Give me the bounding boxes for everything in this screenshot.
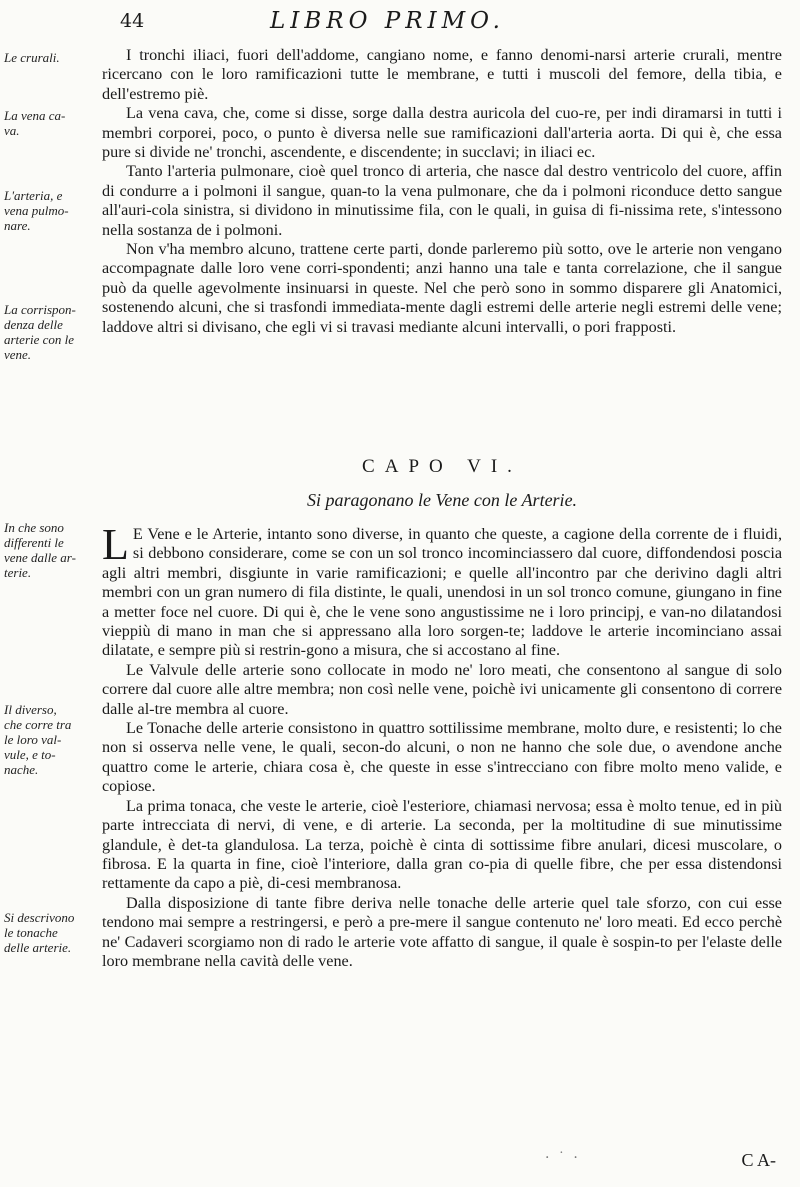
margin-note: In che sono differenti le vene dalle ar- terie. [4,520,76,580]
drop-capital: L [102,520,129,569]
chapter-heading: CAPO VI. [362,456,522,477]
margin-note: L'arteria, e vena pulmo- nare. [4,188,69,233]
body-text-top [102,46,782,337]
page-number: 44 [120,10,145,32]
paragraph: Le Valvule delle arterie sono collocate in modo ne' loro meati, che consentono al sangue di solo correre dal cuore alle altre membra; non così nelle vene, poichè ivi unicamente gli consentono di correre dalle al-tre membra al cuore. [102,660,782,718]
paragraph: I tronchi iliaci, fuori dell'addome, cangiano nome, e fanno denomi-narsi arterie crurali, mentre ricercano con le loro ramificazioni tutte le membrane, e tutti i muscoli del femore, della tibia, e dell'estremo piè. [102,46,782,103]
paragraph: Tanto l'arteria pulmonare, cioè quel tronco di arteria, che nasce dal destro ventricolo del cuore, affin di condurre a i polmoni il sangue, quan-to la vena pulmonare, che da i polmoni riconduce detto sangue all'auri-cola sinistra, si dividono in minutissime fila, con le quali, in guisa di fi-nissima rete, s'intessono nella sostanza de i polmoni. [102,162,782,239]
chapter-subtitle: Si paragonano le Vene con le Arterie. [306,490,578,510]
margin-note: Le crurali. [4,50,60,65]
running-title: LIBRO PRIMO. [270,8,505,34]
paragraph-first-text: E Vene e le Arterie, intanto sono diverse, in quanto che queste, a cagione della corrente de i fluidi, si debbono considerare, come se con un sol tronco incominciassero dal cuore, diffondendosi poscia agli altri membri, disgiunte in varie ramificazioni; e quelle all'incontro par che derivino dagli altri membri con un gran numero di fila distinte, le quali, unendosi in un sol tronco comune, giungano in fine a metter foce nel cuore. Di qui è, che le vene sono angustissime ne i loro principj, e van-no dilatandosi vieppiù di mano in man che si appressano alla loro sorgen-te; laddove le arterie incominciano assai dilatate, e sempre più si restrin-gono a misura, che si accostano al fine. [102,525,782,660]
catchword: C A- [741,1150,776,1170]
paragraph: La prima tonaca, che veste le arterie, cioè l'esteriore, chiamasi nervosa; essa è molto tenue, ed in più parte intrecciata di nervi, di vene, e di arterie. La seconda, per la moltitudine di sue minutissime glandule, è det-ta glandulosa. La terza, poichè è cinta di sottissime fibre anulari, dicesi muscolare, o fibrosa. E la quarta in fine, cioè l'interiore, dalla gran co-pia di quelle fibre, che per essa distendonsi rettamente da capo a piè, di-cesi membranosa. [102,796,782,893]
body-text-bottom [102,520,782,971]
margin-note: Si descrivono le tonache delle arterie. [4,910,75,955]
paragraph-first [102,520,782,661]
paragraph: Le Tonache delle arterie consistono in quattro sottilissime membrane, molto dure, e resistenti; lo che non si osserva nelle vene, le quali, secon-do alcuni, o non ne hanno che sole due, o avendone anche quattro come le arterie, chiara cosa è, che queste in esse s'intrecciano con fibre molto meno valide, e copiose. [102,719,782,796]
margin-note: La corrispon- denza delle arterie con le vene. [4,302,76,362]
ink-speck: · ˙ · [545,1150,580,1166]
paragraph: Non v'ha membro alcuno, trattene certe parti, donde parleremo più sotto, ove le arterie non vengano accompagnate dalle loro vene corri-spondenti; anzi hanno una tale e tanta correlazione, che il sangue può da quelle agevolmente insinuarsi in queste. Nel che però sono in sommo disparere gli Anatomici, sostenendo alcuni, che si trasfondi immediata-mente dagli estremi delle arterie negli estremi delle vene; laddove altri si divisano, che egli vi si travasi mediante alcuni intervalli, o pori frapposti. [102,240,782,336]
page-header [100,6,800,46]
paragraph: La vena cava, che, come si disse, sorge dalla destra auricola del cuo-re, per indi diramarsi in tutti i membri corporei, poco, o punto è diversa nelle sue ramificazioni dall'arteria aorta. Di qui è, che essa pure si divide ne' tronchi, ascendente, e discendente; in succlavi; in iliaci ec. [102,104,782,162]
paragraph: Dalla disposizione di tante fibre deriva nelle tonache delle arterie quel tale sforzo, con cui esse tendono mai sempre a restringersi, e però a pre-mere il sangue contenuto ne' loro meati. Ed ecco perchè ne' Cadaveri scorgiamo non di rado le arterie vote affatto di sangue, il quale è sospin-to per l'elaste delle loro membrane nella cavità delle vene. [102,893,782,970]
margin-note: La vena ca- va. [4,108,66,138]
margin-note: Il diverso, che corre tra le loro val- vule, e to- nache. [4,702,72,777]
